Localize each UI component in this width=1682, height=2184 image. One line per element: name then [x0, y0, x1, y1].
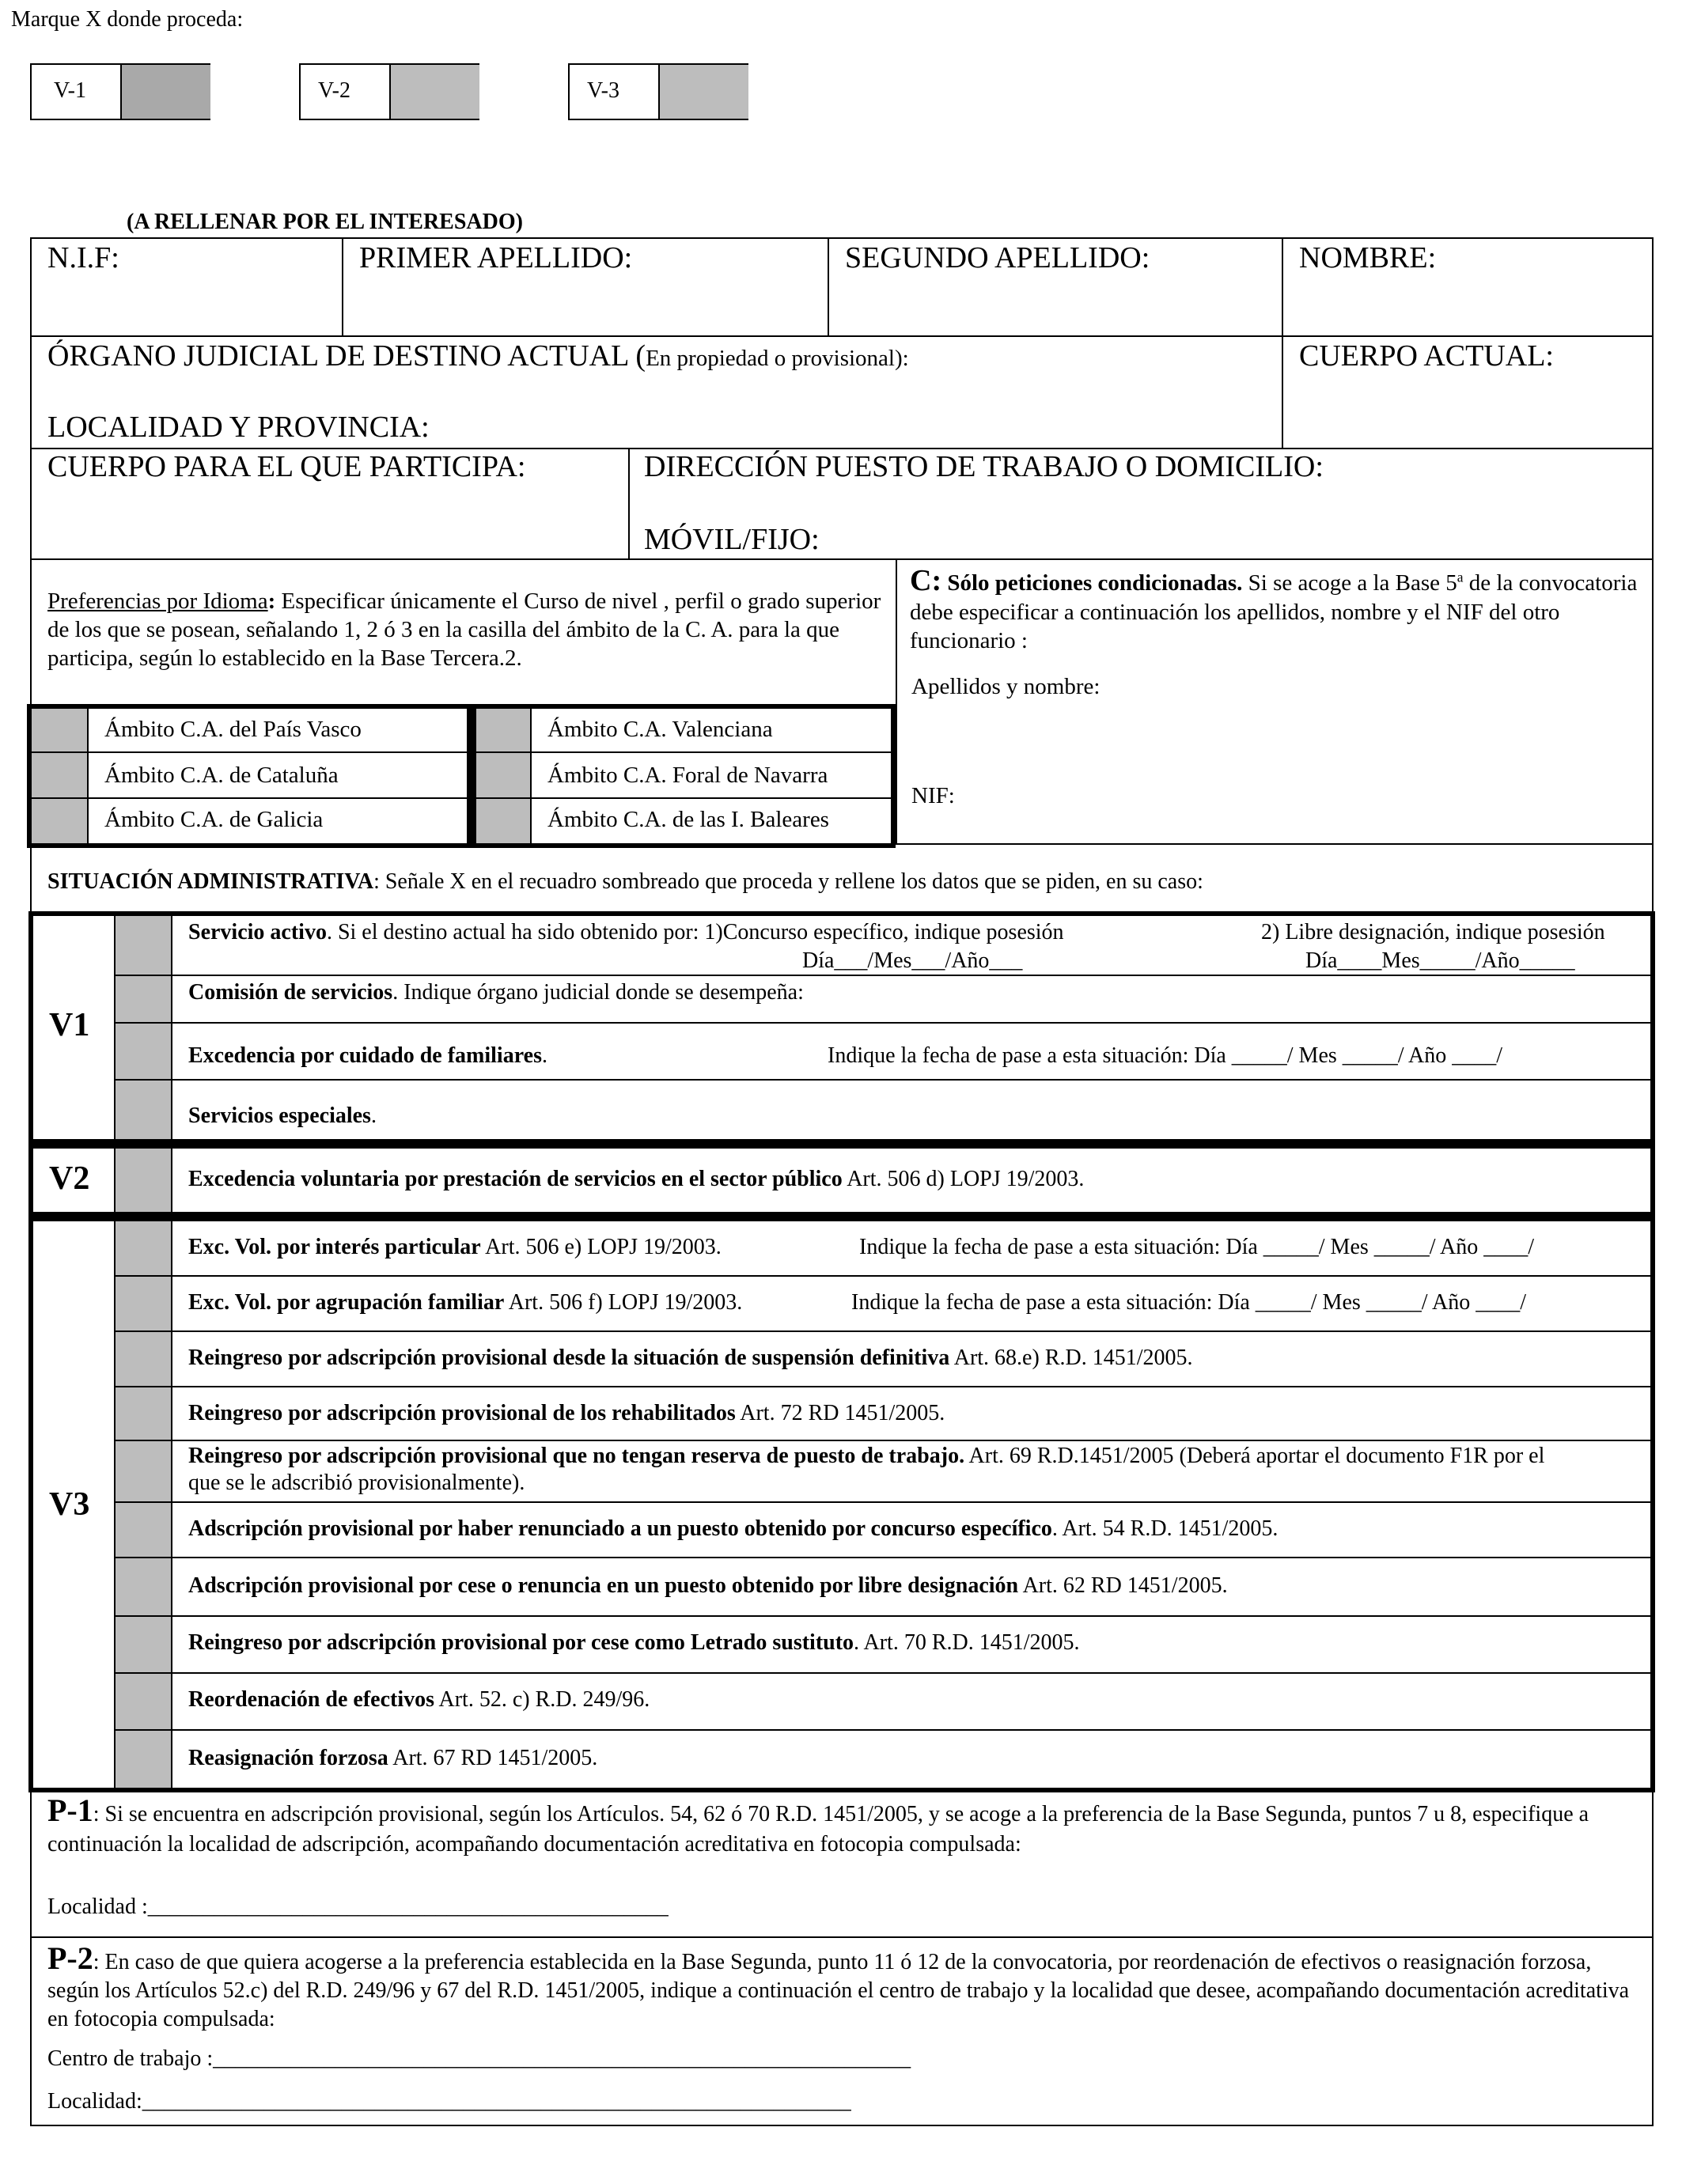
- ambito-label: Ámbito C.A. de Galicia: [104, 807, 324, 832]
- v3-row-extra: Indique la fecha de pase a esta situación: Día _____/ Mes _____/ Año ____/: [859, 1235, 1535, 1259]
- v3-checkbox-renuncia-concurso[interactable]: [116, 1503, 171, 1557]
- v3-checkbox-reasignacion[interactable]: [116, 1731, 171, 1788]
- v1-checkbox-comision[interactable]: [116, 976, 171, 1022]
- v3-checkbox-suspension[interactable]: [116, 1332, 171, 1386]
- v2-row-text: Excedencia voluntaria por prestación de servicios en el sector público Art. 506 d) LOPJ 19/2003.: [188, 1167, 1085, 1191]
- nif-label: N.I.F:: [47, 241, 119, 274]
- ambito-checkbox-cataluna[interactable]: [32, 753, 87, 797]
- idioma-instructions: Preferencias por Idioma: Especificar únicamente el Curso de nivel , perfil o grado superior de los que se posean, señalando 1, 2 ó 3 en la casilla del ámbito de la C. A. para la que participa, según lo establecido en la Base Tercera.2.: [47, 589, 881, 671]
- v2-label: V2: [49, 1160, 90, 1197]
- divider: [116, 1275, 1650, 1277]
- organo-label: ÓRGANO JUDICIAL DE DESTINO ACTUAL (En propiedad o provisional):: [47, 339, 909, 373]
- v3-checkbox-agrupacion-familiar[interactable]: [116, 1277, 171, 1330]
- direccion-label: DIRECCIÓN PUESTO DE TRABAJO O DOMICILIO:: [644, 450, 1324, 483]
- ambito-label: Ámbito C.A. Foral de Navarra: [547, 763, 828, 788]
- v1-checkbox-servicio-activo[interactable]: [116, 916, 171, 975]
- divider: [116, 1672, 1650, 1674]
- option-v1-label: V-1: [54, 78, 86, 103]
- option-v3-box[interactable]: [568, 63, 748, 120]
- v3-checkbox-letrado-sustituto[interactable]: [116, 1617, 171, 1672]
- v3-checkbox-reordenacion[interactable]: [116, 1674, 171, 1729]
- nombre-label: NOMBRE:: [1299, 241, 1437, 274]
- divider: [896, 558, 897, 843]
- ambito-label: Ámbito C.A. del País Vasco: [104, 717, 362, 742]
- divider: [171, 1221, 172, 1788]
- v3-row-text: Adscripción provisional por cese o renuncia en un puesto obtenido por libre designación Art. 62 RD 1451/2005.: [188, 1573, 1228, 1598]
- divider: [114, 1149, 116, 1212]
- p1-text: P-1: Si se encuentra en adscripción provisional, según los Artículos. 54, 62 ó 70 R.D. 1451/2005, y se acoge a la preferencia de la Base Segunda, puntos 7 u 8, especifique a continuación la localidad de adscripción, acompañando documentación acreditativa en fotocopia compulsada:: [47, 1792, 1589, 1857]
- divider: [116, 1501, 1650, 1503]
- v3-label: V3: [49, 1486, 90, 1523]
- instruction-text: Marque X donde proceda:: [11, 7, 244, 32]
- divider: [1282, 237, 1283, 448]
- ambito-checkbox-galicia[interactable]: [32, 799, 87, 843]
- ambito-checkbox-pais-vasco[interactable]: [32, 709, 87, 751]
- condicionadas-text: C: Sólo peticiones condicionadas. Si se acoge a la Base 5$^a$ de la convocatoria debe especificar a continuación los apellidos, nombre y el NIF del otro funcionario :: [910, 564, 1638, 653]
- p2-text: P-2: En caso de que quiera acogerse a la preferencia establecida en la Base Segunda, punto 11 ó 12 de la convocatoria, por reordenación de efectivos o reasignación forzosa, según los Artículos 52.c) del R.D. 249/96 y 67 del R.D. 1451/2005, indique a continuación el centro de trabajo y la localidad que desee, acompañando documentación acreditativa en fotocopia compulsada:: [47, 1940, 1630, 2031]
- divider: [32, 797, 467, 799]
- v1-row-text: Excedencia por cuidado de familiares.: [188, 1043, 547, 1068]
- divider: [30, 1936, 1654, 1938]
- p1-localidad-field[interactable]: Localidad :_______________________________________________: [47, 1894, 669, 1919]
- v3-row-text: Reingreso por adscripción provisional que no tengan reserva de puesto de trabajo. Art. 69 R.D.1451/2005 (Deberá aportar el documento F1R por el que se le adscribió provisionalmente).: [188, 1444, 1545, 1495]
- v3-checkbox-rehabilitados[interactable]: [116, 1387, 171, 1440]
- ambito-label: Ámbito C.A. de las I. Baleares: [547, 807, 829, 832]
- movil-label: MÓVIL/FIJO:: [644, 523, 820, 556]
- v3-row-text: Reasignación forzosa Art. 67 RD 1451/2005.: [188, 1746, 598, 1770]
- ambito-label: Ámbito C.A. Valenciana: [547, 717, 773, 742]
- divider: [116, 1729, 1650, 1731]
- option-v3-label: V-3: [587, 78, 619, 103]
- v1-row-extra: Indique la fecha de pase a esta situación: Día _____/ Mes _____/ Año ____/: [828, 1043, 1503, 1068]
- divider: [116, 1386, 1650, 1387]
- v1-row-extra: 2) Libre designación, indique posesión: [1261, 920, 1605, 944]
- v3-row-text: Exc. Vol. por interés particular Art. 506 e) LOPJ 19/2003.: [188, 1235, 722, 1259]
- divider: [30, 335, 1654, 337]
- divider: [116, 1557, 1650, 1558]
- v3-row-text: Reingreso por adscripción provisional desde la situación de suspensión definitiva Art. 68.e) R.D. 1451/2005.: [188, 1346, 1193, 1370]
- ambito-checkbox-navarra[interactable]: [476, 753, 530, 797]
- situacion-header: SITUACIÓN ADMINISTRATIVA: Señale X en el recuadro sombreado que proceda y rellene los datos que se piden, en su caso:: [47, 869, 1203, 894]
- v1-checkbox-excedencia[interactable]: [116, 1024, 171, 1079]
- divider: [171, 1149, 172, 1212]
- v3-checkbox-interes-particular[interactable]: [116, 1221, 171, 1275]
- v1-row-text: Servicios especiales.: [188, 1103, 377, 1128]
- divider: [476, 797, 891, 799]
- v3-row-extra: Indique la fecha de pase a esta situación: Día _____/ Mes _____/ Año ____/: [851, 1290, 1527, 1315]
- v3-row-text: Reordenación de efectivos Art. 52. c) R.D. 249/96.: [188, 1687, 650, 1712]
- ambito-label: Ámbito C.A. de Cataluña: [104, 763, 339, 788]
- divider: [32, 751, 467, 753]
- ambito-checkbox-valenciana[interactable]: [476, 709, 530, 751]
- applicant-caption: (A RELLENAR POR EL INTERESADO): [127, 210, 523, 234]
- cuerpo-participa-label: CUERPO PARA EL QUE PARTICIPA:: [47, 450, 526, 483]
- condicionadas-apellidos-label: Apellidos y nombre:: [911, 674, 1100, 699]
- divider: [116, 975, 1650, 976]
- v3-row-text: Exc. Vol. por agrupación familiar Art. 506 f) LOPJ 19/2003.: [188, 1290, 743, 1315]
- cuerpo-actual-label: CUERPO ACTUAL:: [1299, 339, 1554, 373]
- v1-checkbox-servicios-especiales[interactable]: [116, 1081, 171, 1139]
- ambito-checkbox-baleares[interactable]: [476, 799, 530, 843]
- v3-row-text: Adscripción provisional por haber renunciado a un puesto obtenido por concurso específico. Art. 54 R.D. 1451/2005.: [188, 1516, 1279, 1541]
- divider: [530, 709, 532, 843]
- p2-localidad-field[interactable]: Localidad:________________________________________________________________: [47, 2089, 851, 2114]
- option-v1-checkbox[interactable]: [120, 65, 210, 119]
- option-v3-checkbox[interactable]: [658, 65, 748, 119]
- divider: [116, 1022, 1650, 1024]
- primer-apellido-label: PRIMER APELLIDO:: [359, 241, 633, 274]
- v1-row-text: Comisión de servicios. Indique órgano judicial donde se desempeña:: [188, 980, 804, 1005]
- divider: [87, 709, 89, 843]
- v3-row-text: Reingreso por adscripción provisional por cese como Letrado sustituto. Art. 70 R.D. 1451/2005.: [188, 1630, 1080, 1655]
- v1-date-line: Día___/Mes___/Año___: [802, 948, 1023, 973]
- divider: [116, 1440, 1650, 1441]
- divider: [30, 558, 1654, 560]
- v3-checkbox-libre-designacion[interactable]: [116, 1558, 171, 1615]
- v1-date-line: Día____Mes_____/Año_____: [1305, 948, 1575, 973]
- v1-row-text: Servicio activo. Si el destino actual ha sido obtenido por: 1)Concurso específico, indique posesión: [188, 920, 1064, 944]
- option-v2-label: V-2: [318, 78, 350, 103]
- option-v1-box[interactable]: [30, 63, 210, 120]
- localidad-provincia-label: LOCALIDAD Y PROVINCIA:: [47, 411, 430, 444]
- condicionadas-nif-label: NIF:: [911, 783, 955, 808]
- divider: [116, 1330, 1650, 1332]
- divider: [116, 1615, 1650, 1617]
- divider: [171, 916, 172, 1139]
- option-v2-box[interactable]: [299, 63, 479, 120]
- option-v2-checkbox[interactable]: [389, 65, 479, 119]
- divider: [628, 448, 630, 558]
- segundo-apellido-label: SEGUNDO APELLIDO:: [845, 241, 1150, 274]
- divider: [828, 237, 829, 335]
- v3-row-text: Reingreso por adscripción provisional de los rehabilitados Art. 72 RD 1451/2005.: [188, 1401, 945, 1425]
- divider: [116, 1079, 1650, 1081]
- v2-checkbox[interactable]: [116, 1149, 171, 1212]
- v3-checkbox-sin-reserva[interactable]: [116, 1441, 171, 1501]
- divider: [342, 237, 343, 335]
- p2-centro-field[interactable]: Centro de trabajo :_______________________________________________________________: [47, 2046, 911, 2071]
- divider: [476, 751, 891, 753]
- v1-label: V1: [49, 1007, 90, 1043]
